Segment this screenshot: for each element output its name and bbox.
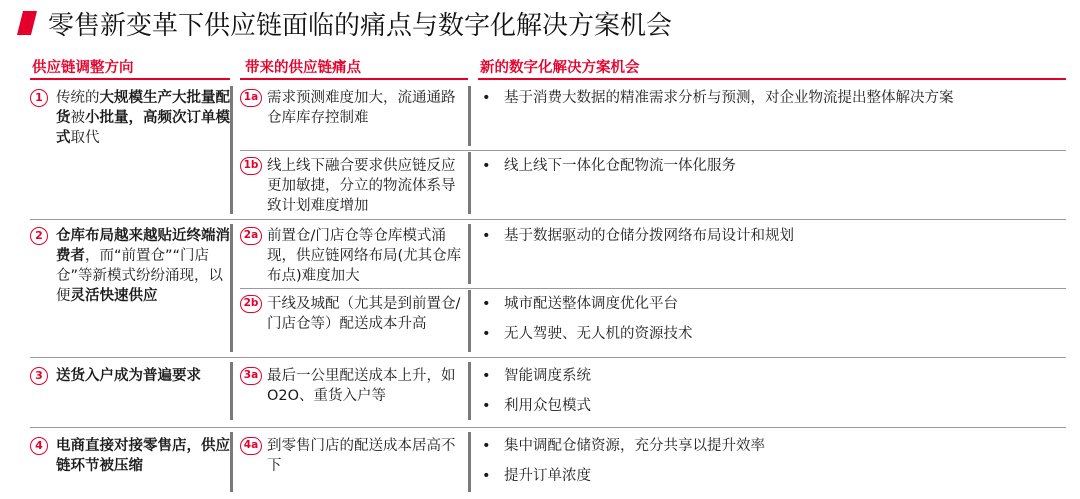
solution-item: • 无人驾驶、无人机的资源技术 xyxy=(482,326,693,342)
header-underline xyxy=(240,78,468,80)
bullet-dot: • xyxy=(482,326,491,342)
bullet-dot: • xyxy=(482,398,491,414)
pain-text: 需求预测难度加大，流通通路仓库库存控制难 xyxy=(267,90,456,126)
pain-text: 前置仓/门店仓等仓库模式涌现，供应链网络布局(尤其仓库布点)难度加大 xyxy=(267,228,462,284)
row-number-badge: 1 xyxy=(30,89,48,107)
solution-cell-1a xyxy=(480,88,1070,118)
pain-tag-badge: 2a xyxy=(240,227,262,245)
column-divider-bar xyxy=(468,362,471,420)
direction-cell-1 xyxy=(30,88,230,148)
header-solutions: 新的数字化解决方案机会 xyxy=(480,60,640,76)
column-divider-bar xyxy=(468,290,471,352)
direction-text: 送货入户成为普遍要求 xyxy=(56,368,201,384)
bullet-dot: • xyxy=(482,90,491,106)
header-underline xyxy=(30,78,230,80)
row-number-badge: 3 xyxy=(30,367,48,385)
solution-cell-1b xyxy=(480,156,1070,186)
column-divider-bar xyxy=(468,432,471,492)
solution-item: • 集中调配仓储资源，充分共享以提升效率 xyxy=(482,438,765,454)
pain-cell-1b xyxy=(240,156,468,216)
pain-text: 线上线下融合要求供应链反应更加敏捷，分立的物流体系导致计划难度增加 xyxy=(267,158,456,214)
pain-cell-1a xyxy=(240,88,468,128)
pain-cell-2a xyxy=(240,226,468,286)
column-divider-bar xyxy=(468,86,471,146)
pain-text: 到零售门店的配送成本居高不下 xyxy=(267,438,456,474)
direction-cell-2 xyxy=(30,226,230,306)
direction-text: 仓库布局越来越贴近终端消费者，而“前置仓”“门店仓”等新模式纷纷涌现，以便灵活快速供应 xyxy=(56,228,230,304)
direction-text: 传统的大规模生产大批量配货被小批量，高频次订单模式取代 xyxy=(56,90,230,146)
direction-cell-3 xyxy=(30,366,230,386)
row-divider-bar xyxy=(230,86,233,214)
sub-row-divider xyxy=(240,288,1066,289)
solution-cell-4a xyxy=(480,436,1070,496)
row-divider-bar xyxy=(230,362,233,420)
solution-cell-2a xyxy=(480,226,1070,256)
page-title: 零售新变革下供应链面临的痛点与数字化解决方案机会 xyxy=(48,11,673,41)
direction-cell-4 xyxy=(30,436,230,476)
sub-row-divider xyxy=(240,150,1066,151)
direction-text: 电商直接对接零售店，供应链环节被压缩 xyxy=(56,438,230,474)
pain-tag-badge: 1a xyxy=(240,89,262,107)
pain-text: 最后一公里配送成本上升，如O2O、重货入户等 xyxy=(267,368,456,404)
solution-item: • 线上线下一体化仓配物流一体化服务 xyxy=(482,158,736,174)
solution-item: • 基于数据驱动的仓储分拨网络布局设计和规划 xyxy=(482,228,794,244)
row-divider xyxy=(30,427,1066,428)
solution-cell-2b xyxy=(480,294,1070,354)
bullet-dot: • xyxy=(482,296,491,312)
bullet-dot: • xyxy=(482,228,491,244)
bullet-dot: • xyxy=(482,438,491,454)
bullet-dot: • xyxy=(482,368,491,384)
row-number-badge: 2 xyxy=(30,227,48,245)
pain-tag-badge: 2b xyxy=(240,295,262,313)
solution-item: • 利用众包模式 xyxy=(482,398,591,414)
solution-item: • 城市配送整体调度优化平台 xyxy=(482,296,678,312)
pain-tag-badge: 4a xyxy=(240,437,262,455)
row-divider xyxy=(30,357,1066,358)
header-underline xyxy=(478,78,1066,80)
row-number-badge: 4 xyxy=(30,437,48,455)
pain-tag-badge: 3a xyxy=(240,367,262,385)
pain-cell-2b xyxy=(240,294,468,334)
column-divider-bar xyxy=(468,152,471,214)
header-pain-points: 带来的供应链痛点 xyxy=(245,60,361,76)
pain-tag-badge: 1b xyxy=(240,157,262,175)
pain-cell-3a xyxy=(240,366,468,406)
bullet-dot: • xyxy=(482,468,491,484)
bullet-dot: • xyxy=(482,158,491,174)
title-accent-mark xyxy=(17,11,37,35)
row-divider xyxy=(30,219,1066,220)
pain-text: 干线及城配（尤其是到前置仓/门店仓等）配送成本升高 xyxy=(267,296,461,332)
row-divider-bar xyxy=(230,432,233,492)
solution-cell-3a xyxy=(480,366,1070,426)
header-direction: 供应链调整方向 xyxy=(32,60,134,76)
pain-cell-4a xyxy=(240,436,468,476)
solution-item: • 基于消费大数据的精准需求分析与预测，对企业物流提出整体解决方案 xyxy=(482,90,954,106)
solution-item: • 提升订单浓度 xyxy=(482,468,591,484)
solution-item: • 智能调度系统 xyxy=(482,368,591,384)
row-divider-bar xyxy=(230,224,233,352)
column-divider-bar xyxy=(468,224,471,284)
